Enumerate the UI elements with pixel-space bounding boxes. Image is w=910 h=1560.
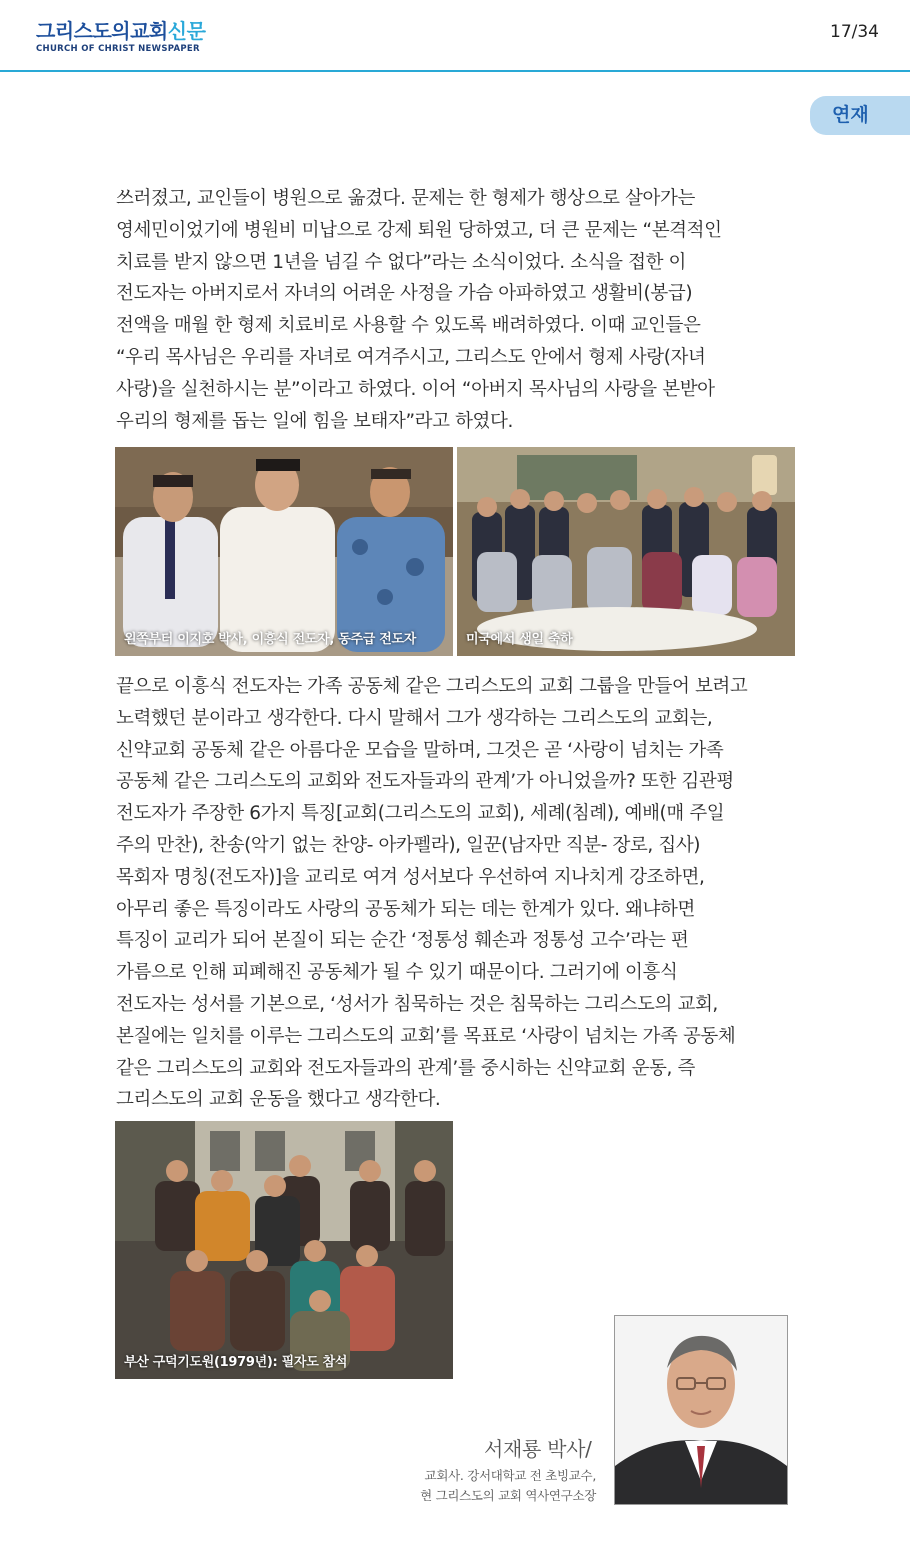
text-line: 영세민이었기에 병원비 미납으로 강제 퇴원 당하였고, 더 큰 문제는 “본격적인 [116, 219, 722, 241]
text-line: 끝으로 이흥식 전도자는 가족 공동체 같은 그리스도의 교회 그룹을 만들어 보려고 [116, 676, 748, 697]
text-line: 가름으로 인해 피폐해진 공동체가 될 수 있기 때문이다. 그러기에 이흥식 [116, 962, 678, 984]
text-line: 치료를 받지 않으면 1년을 넘길 수 없다”라는 소식이었다. 소식을 접한 이 [116, 251, 687, 273]
logo-english: CHURCH OF CHRIST NEWSPAPER [36, 44, 200, 54]
article-paragraph-2 [116, 671, 747, 1116]
text-line: 전도자는 아버지로서 자녀의 어려운 사정을 가슴 아파하였고 생활비(봉급) [116, 283, 693, 305]
text-line: 우리의 형제를 돕는 일에 힘을 보태자”라고 하였다. [116, 410, 513, 432]
photo-busan-prayer-house [115, 1121, 453, 1379]
text-line: 사랑)을 실천하시는 분”이라고 하였다. 이어 “아버지 목사님의 사랑을 본받아 [116, 378, 715, 400]
author-desc-line: 교회사. 강서대학교 전 초빙교수, [424, 1468, 596, 1483]
text-line: 공동체 같은 그리스도의 교회와 전도자들과의 관계’가 아니었을까? 또한 김관평 [116, 771, 734, 793]
text-line: “우리 목사님은 우리를 자녀로 여겨주시고, 그리스도 안에서 형제 사랑(자녀 [116, 346, 706, 368]
author-desc-line: 현 그리스도의 교회 역사연구소장 [420, 1488, 596, 1503]
text-line: 주의 만찬), 찬송(악기 없는 찬양- 아카펠라), 일꾼(남자만 직분- 장로, 집사) [116, 834, 701, 856]
text-line: 전도자는 성서를 기본으로, ‘성서가 침묵하는 것은 침묵하는 그리스도의 교회, [116, 993, 718, 1015]
text-line: 전액을 매월 한 형제 치료비로 사용할 수 있도록 배려하였다. 이때 교인들은 [116, 315, 701, 337]
article-paragraph-1 [116, 183, 722, 437]
photo-birthday-usa [457, 447, 795, 656]
text-line: 그리스도의 교회 운동을 했다고 생각한다. [116, 1089, 441, 1111]
author-portrait [614, 1315, 788, 1505]
section-tab-serial[interactable]: 연재 [810, 96, 910, 135]
text-line: 노력했던 분이라고 생각한다. 다시 말해서 그가 생각하는 그리스도의 교회는, [116, 707, 713, 729]
author-description [420, 1466, 596, 1506]
author-name: 서재룡 박사/ [484, 1437, 592, 1461]
page-header [0, 0, 910, 72]
text-line: 특징이 교리가 되어 본질이 되는 순간 ‘정통성 훼손과 정통성 고수’라는 편 [116, 930, 689, 952]
text-line: 목회자 명칭(전도자)]을 교리로 여겨 성서보다 우선하여 지나치게 강조하면, [116, 866, 705, 888]
photo-caption: 미국에서 생일 축하 [466, 632, 573, 647]
text-line: 전도자가 주장한 6가지 특징[교회(그리스도의 교회), 세례(침례), 예배(매 주일 [116, 803, 725, 825]
text-line: 쓰러졌고, 교인들이 병원으로 옮겼다. 문제는 한 형제가 행상으로 살아가는 [116, 188, 695, 209]
photo-caption: 왼쪽부터 이지호 박사, 이흥식 전도자, 동주급 전도자 [124, 632, 417, 647]
photo-caption: 부산 구덕기도원(1979년): 필자도 참석 [124, 1355, 348, 1370]
page-number: 17/34 [830, 22, 879, 42]
newspaper-logo[interactable] [36, 20, 205, 54]
text-line: 본질에는 일치를 이루는 그리스도의 교회’를 목표로 ‘사랑이 넘치는 가족 공동체 [116, 1025, 736, 1047]
text-line: 같은 그리스도의 교회와 전도자들과의 관계’를 중시하는 신약교회 운동, 즉 [116, 1057, 695, 1079]
text-line: 아무리 좋은 특징이라도 사랑의 공동체가 되는 데는 한계가 있다. 왜냐하면 [116, 898, 695, 920]
text-line: 신약교회 공동체 같은 아름다운 모습을 말하며, 그것은 곧 ‘사랑이 넘치는 가족 [116, 739, 724, 761]
logo-korean: 그리스도의교회신문 [36, 19, 206, 43]
photo-three-men [115, 447, 453, 656]
